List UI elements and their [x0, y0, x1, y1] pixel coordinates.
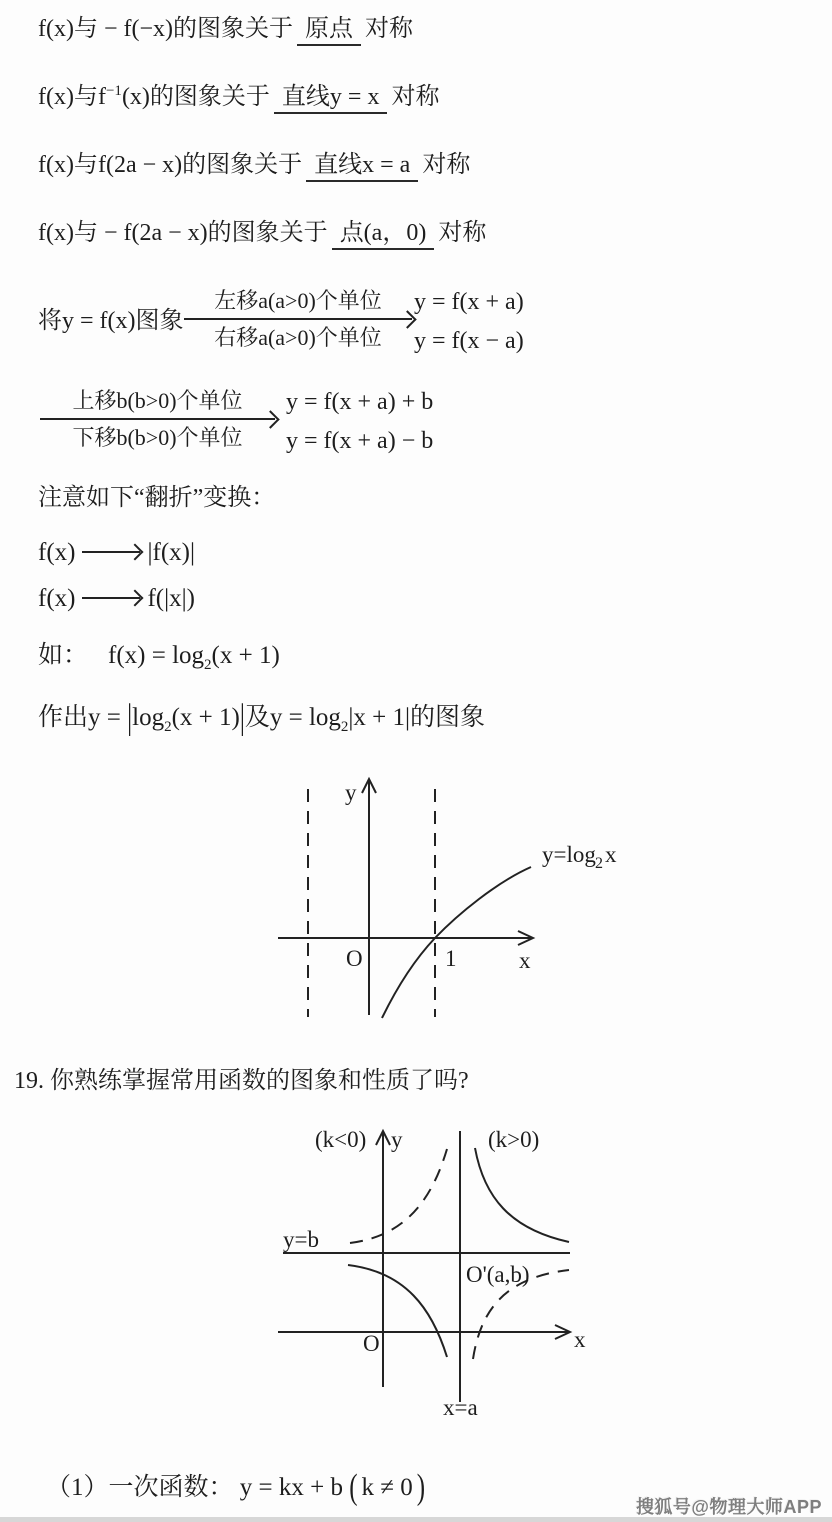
hyperbola-branch-upper-right [475, 1148, 569, 1242]
open-paren: ( [349, 1467, 358, 1508]
inverse-exponent: −1 [105, 83, 122, 99]
question-19: 19. 你熟练掌握常用函数的图象和性质了吗? [14, 1068, 469, 1094]
statement-suffix: 对称 [422, 152, 471, 178]
statement-prefix: f(x)与 − f(−x)的图象关于 [38, 16, 294, 42]
y-axis-label: y [391, 1127, 403, 1152]
log-base: 2 [340, 719, 349, 735]
statement-prefix: f(x)与f(2a − x)的图象关于 [38, 152, 303, 178]
flip-from: f(x) [38, 539, 76, 566]
abs-argument: |x + 1| [348, 704, 410, 731]
underlined-answer: 点(a，0) [332, 220, 435, 250]
statement-suffix: 对称 [438, 220, 487, 246]
underlined-answer: 直线x = a [306, 152, 418, 182]
result-formula: y = f(x + a) [414, 289, 524, 315]
draw-instruction-line [38, 697, 486, 738]
symmetry-line-inverse [38, 82, 439, 112]
example-formula: f(x) = log [108, 642, 205, 669]
flip-to: |f(x)| [147, 539, 195, 566]
right-arrow-icon [184, 318, 412, 320]
arrow-label-below: 右移a(a>0)个单位 [214, 325, 382, 350]
shift-horizontal-results [414, 283, 524, 361]
x-axis-label: x [519, 948, 531, 973]
y-eq-b-label: y=b [283, 1227, 319, 1252]
result-formula: y = f(x + a) − b [286, 428, 434, 454]
statement-suffix: 对称 [391, 84, 440, 110]
center-label: O'(a,b) [466, 1262, 530, 1287]
shift-horizontal-arrow [184, 286, 412, 352]
statement-suffix: 对称 [365, 16, 414, 42]
linear-condition: k ≠ 0 [361, 1474, 413, 1501]
example-argument: (x + 1) [211, 642, 280, 669]
example-line [38, 640, 280, 671]
result-formula: y = f(x − a) [414, 328, 524, 354]
hyperbola-graph [260, 1125, 620, 1425]
statement-prefix: f(x)与 − f(2a − x)的图象关于 [38, 220, 328, 246]
y-axis-label: y [345, 780, 357, 805]
right-arrow-icon [82, 551, 140, 553]
log-text: log [132, 704, 165, 731]
result-formula: y = f(x + a) + b [286, 389, 434, 415]
log-curve-graph [260, 765, 650, 1037]
flip-transform-2 [38, 583, 195, 614]
example-label: 如： [38, 642, 89, 669]
symmetry-line-point-a0 [38, 218, 486, 248]
tick-label-one: 1 [445, 946, 457, 971]
arrow-label-above: 上移b(b>0)个单位 [72, 388, 243, 413]
log-base: 2 [204, 657, 212, 673]
scan-bottom-edge [0, 1517, 832, 1522]
statement-prefix: f(x)与f [38, 84, 106, 110]
symmetry-line-x-eq-a [38, 150, 470, 180]
flip-from: f(x) [38, 585, 76, 612]
underlined-answer: 直线y = x [274, 84, 388, 114]
draw-mid: 及y = log [244, 704, 341, 731]
origin-label: O [346, 946, 363, 971]
statement-mid: (x)的图象关于 [121, 84, 270, 110]
right-arrow-icon [82, 597, 140, 599]
linear-prefix: （1）一次函数： y = kx + b [46, 1474, 350, 1501]
close-paren: ) [416, 1467, 426, 1508]
linear-function-line [46, 1467, 426, 1508]
hyperbola-branch-upper-mid-dashed [350, 1149, 447, 1243]
curve-label: y=log [542, 842, 596, 867]
arrow-label-below: 下移b(b>0)个单位 [72, 425, 243, 450]
underlined-answer: 原点 [297, 16, 361, 46]
flip-note: 注意如下“翻折”变换： [38, 485, 276, 511]
draw-tail: 的图象 [410, 704, 486, 731]
right-arrow-icon [40, 418, 275, 420]
log-curve [382, 867, 531, 1018]
flip-to: f(|x|) [147, 585, 195, 612]
shift-vertical-results [286, 383, 433, 461]
abs-bar: | [239, 697, 245, 738]
symmetry-line-origin [38, 14, 413, 44]
shift-horizontal-lead: 将y = f(x)图象 [38, 308, 184, 334]
curve-label-var: x [605, 842, 617, 867]
arrow-label-above: 左移a(a>0)个单位 [214, 288, 382, 313]
curve-label-sub: 2 [595, 855, 603, 872]
shift-vertical-arrow [40, 386, 275, 452]
watermark: 搜狐号@物理大师APP [635, 1497, 822, 1517]
origin-label: O [363, 1331, 380, 1356]
abs-bar: | [127, 697, 133, 738]
x-axis-label: x [574, 1327, 586, 1352]
log-argument: (x + 1) [171, 704, 240, 731]
k-positive-label: (k>0) [488, 1127, 540, 1152]
draw-lead: 作出y = [38, 704, 128, 731]
x-eq-a-label: x=a [443, 1395, 478, 1420]
log-base: 2 [164, 719, 172, 735]
flip-transform-1 [38, 537, 195, 568]
k-negative-label: (k<0) [315, 1127, 367, 1152]
